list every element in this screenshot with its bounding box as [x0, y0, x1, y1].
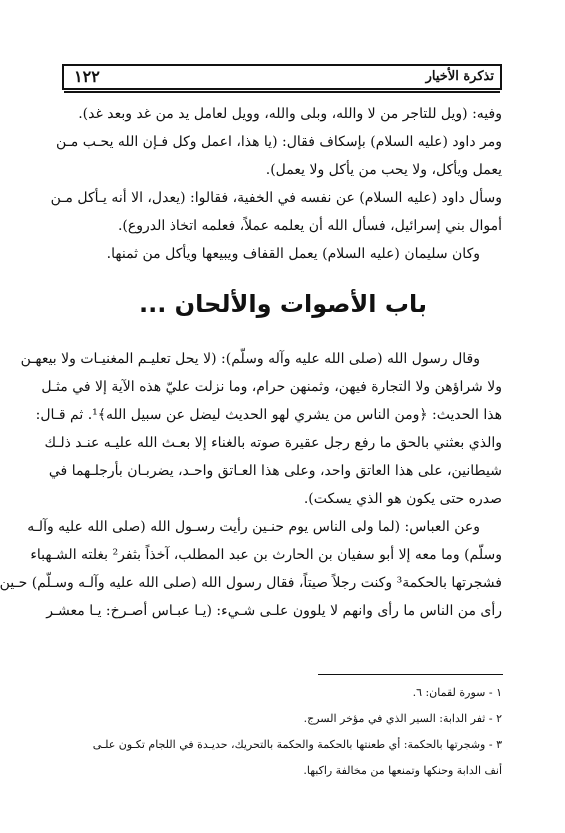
chapter-heading: باب الأصوات والألحان ... [138, 290, 428, 318]
text-line: أموال بني إسرائيل، فسأل الله أن يعلمه عملاً، فعلمه اتخاذ الدروع). [117, 218, 502, 234]
running-title: تذكرة الأخيار [425, 69, 494, 84]
footnote: ١ - سورة لقمان: ٦. [412, 686, 502, 699]
footnote: ٣ - وشجرتها بالحكمة: أي طعنتها بالحكمة والحكمة بالتحريك، حديـدة في اللجام تكـون علـى [92, 738, 502, 751]
text-line: ومر داود (عليه السلام) بإسكاف فقال: (يا هذا، اعمل وكل فـإن الله يحـب مـن [55, 134, 502, 150]
text-line: هذا الحديث: ﴿ومن الناس من يشري لهو الحديث ليضل عن سبيل الله﴾¹. ثم قـال: [35, 407, 502, 423]
footnote-separator [318, 674, 503, 675]
text-line: يعمل ويأكل، ولا يحب من يأكل ولا يعمل). [265, 162, 502, 178]
text-line: وعن العباس: (لما ولى الناس يوم حنـين رأيت رسـول الله (صلى الله عليه وآلـه [27, 519, 480, 535]
header-rule [64, 91, 500, 93]
text-line: وسأل داود (عليه السلام) عن نفسه في الخفية، فقالوا: (يعدل، الا أنه يـأكل مـن [50, 190, 502, 206]
text-line: والذي بعثني بالحق ما رفع رجل عقيرة صوته بالغناء إلا بعـث الله عليـه عنـد ذلـك [44, 435, 502, 451]
text-line: صدره حتى يكون هو الذي يسكت). [303, 491, 502, 507]
page-number: ١٢٢ [74, 67, 100, 86]
main-paragraphs [0, 345, 502, 625]
text-line: وفيه: (ويل للتاجر من لا والله، وبلى والله، وويل لعامل يد من غد وبعد غد). [78, 106, 502, 122]
text-line: رأى من الناس ما رأى وانهم لا يلوون علـى شـيء: (يـا عبـاس أصـرخ: يـا معشـر [46, 603, 502, 619]
text-line: شيطانين، على هذا العاتق واحد، وعلى هذا العـاتق واحـد، يضربـان بأرجلـهما في [48, 463, 502, 479]
footnotes [64, 680, 502, 784]
footnote: ٢ - ثفر الدابة: السير الذي في مؤخر السرج. [303, 712, 502, 725]
text-line: وسلّم) وما معه إلا أبو سفيان بن الحارث بن عبد المطلب، آخذاً بثفر² بغلته الشـهباء [30, 547, 502, 563]
text-line: وقال رسول الله (صلى الله عليه وآله وسلّم): (لا يحل تعليـم المغنيـات ولا بيعهـن [20, 351, 480, 367]
page-header [62, 64, 502, 90]
top-paragraphs [50, 100, 502, 268]
footnote: أنف الدابة وحنكها وتمنعها من مخالفة راكبها. [303, 764, 502, 777]
text-line: ولا شراؤهن ولا التجارة فيهن، وثمنهن حرام، وما نزلت عليّ هذه الآية إلا في مثـل [41, 379, 502, 395]
text-line: وكان سليمان (عليه السلام) يعمل القفاف ويبيعها ويأكل من ثمنها. [106, 246, 480, 262]
text-line: فشجرتها بالحكمة³ وكنت رجلاً صيتاً، فقال رسول الله (صلى الله عليه وآلـه وسـلّم) حـين [0, 575, 502, 591]
